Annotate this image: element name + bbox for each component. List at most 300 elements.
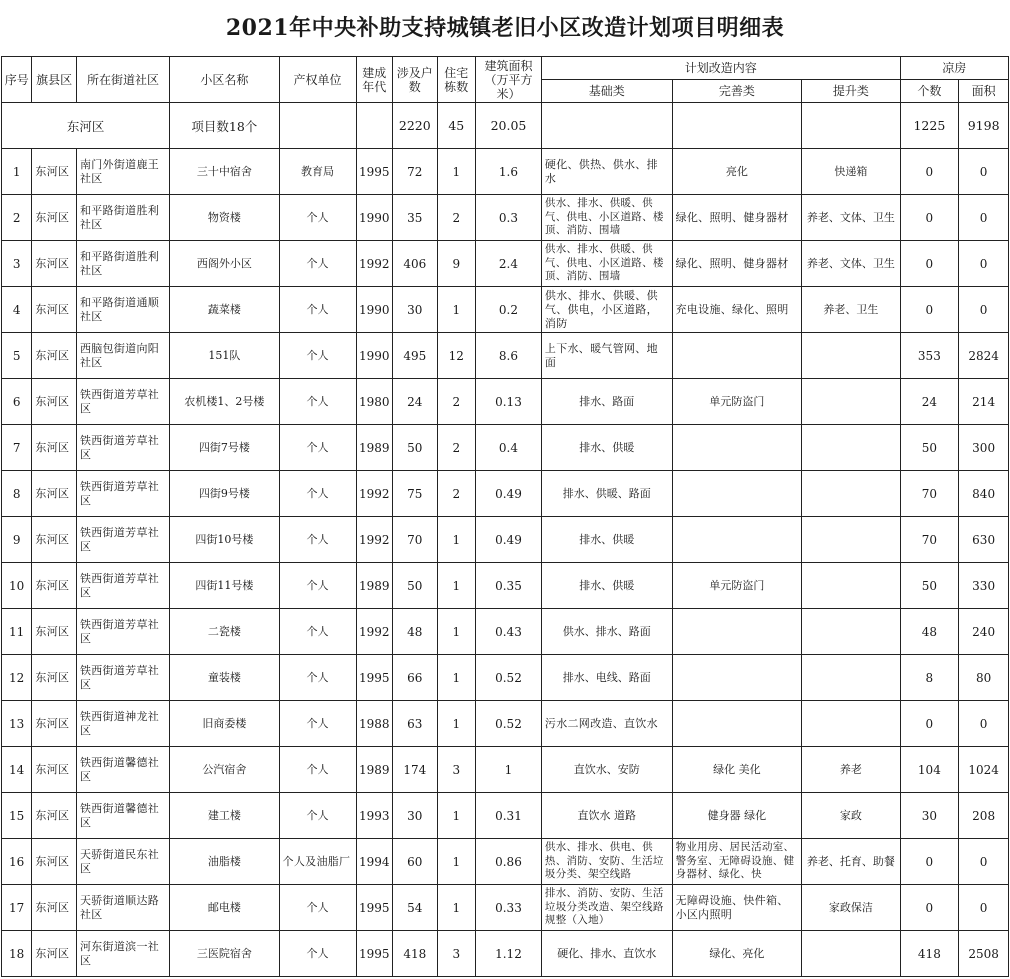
- cell-street: 铁西街道芳草社区: [76, 517, 169, 563]
- cell-owner: 个人: [279, 931, 356, 977]
- cell-buildings: 1: [437, 517, 475, 563]
- cell-year: 1990: [356, 287, 392, 333]
- cell-area: 0.35: [476, 563, 542, 609]
- cell-basic: 供水、排水、供暖、供气、供电、小区道路、楼顶、消防、围墙: [541, 241, 672, 287]
- cell-households: 50: [393, 563, 438, 609]
- cell-owner: 教育局: [279, 149, 356, 195]
- header-row-1: [2, 57, 1009, 80]
- cell-name: 邮电楼: [170, 885, 279, 931]
- cell-cool-count: 50: [900, 563, 959, 609]
- cell-area: 0.52: [476, 701, 542, 747]
- cell-street: 铁西街道馨德社区: [76, 793, 169, 839]
- summary-year-empty: [356, 103, 392, 149]
- project-table: [1, 56, 1009, 977]
- table-row: [2, 609, 1009, 655]
- cell-area: 0.4: [476, 425, 542, 471]
- cell-improve: 绿化、照明、健身器材: [672, 195, 802, 241]
- cell-county: 东河区: [32, 609, 77, 655]
- cell-owner: 个人: [279, 793, 356, 839]
- cell-seq: 5: [2, 333, 32, 379]
- cell-street: 和平路街道胜利社区: [76, 241, 169, 287]
- cell-basic: 排水、供暖: [541, 425, 672, 471]
- summary-improve-empty: [672, 103, 802, 149]
- cell-street: 天骄街道顺达路社区: [76, 885, 169, 931]
- cell-year: 1995: [356, 655, 392, 701]
- cell-buildings: 1: [437, 149, 475, 195]
- cell-improve: [672, 517, 802, 563]
- summary-row: [2, 103, 1009, 149]
- cell-buildings: 1: [437, 655, 475, 701]
- cell-owner: 个人: [279, 563, 356, 609]
- table-row: [2, 149, 1009, 195]
- table-row: [2, 931, 1009, 977]
- table-row: [2, 563, 1009, 609]
- cell-basic: 污水二网改造、直饮水: [541, 701, 672, 747]
- cell-cool-count: 70: [900, 517, 959, 563]
- cell-street: 和平路街道通顺社区: [76, 287, 169, 333]
- cell-improve: 绿化、照明、健身器材: [672, 241, 802, 287]
- cell-improve: 单元防盗门: [672, 563, 802, 609]
- cell-cool-count: 0: [900, 195, 959, 241]
- cell-households: 30: [393, 793, 438, 839]
- cell-street: 天骄街道民东社区: [76, 839, 169, 885]
- table-row: [2, 885, 1009, 931]
- cell-name: 公汽宿舍: [170, 747, 279, 793]
- cell-seq: 17: [2, 885, 32, 931]
- cell-street: 铁西街道神龙社区: [76, 701, 169, 747]
- cell-upgrade: 养老: [802, 747, 900, 793]
- cell-owner: 个人: [279, 425, 356, 471]
- header-basic: 基础类: [541, 80, 672, 103]
- cell-improve: 绿化、亮化: [672, 931, 802, 977]
- cell-area: 8.6: [476, 333, 542, 379]
- cell-upgrade: 养老、卫生: [802, 287, 900, 333]
- cell-improve: [672, 425, 802, 471]
- cell-households: 54: [393, 885, 438, 931]
- cell-improve: 单元防盗门: [672, 379, 802, 425]
- cell-county: 东河区: [32, 839, 77, 885]
- cell-area: 0.49: [476, 517, 542, 563]
- cell-year: 1980: [356, 379, 392, 425]
- cell-street: 铁西街道芳草社区: [76, 563, 169, 609]
- cell-cool-count: 8: [900, 655, 959, 701]
- cell-county: 东河区: [32, 195, 77, 241]
- header-seq: 序号: [2, 57, 32, 103]
- cell-households: 72: [393, 149, 438, 195]
- cell-name: 童装楼: [170, 655, 279, 701]
- table-row: [2, 793, 1009, 839]
- cell-street: 铁西街道芳草社区: [76, 655, 169, 701]
- cell-basic: 排水、消防、安防、生活垃圾分类改造、架空线路规整（入地）: [541, 885, 672, 931]
- summary-households: 2220: [393, 103, 438, 149]
- cell-upgrade: [802, 655, 900, 701]
- cell-seq: 7: [2, 425, 32, 471]
- cell-cool-area: 840: [959, 471, 1009, 517]
- cell-name: 物资楼: [170, 195, 279, 241]
- cell-year: 1994: [356, 839, 392, 885]
- cell-seq: 3: [2, 241, 32, 287]
- cell-upgrade: [802, 471, 900, 517]
- cell-cool-count: 0: [900, 839, 959, 885]
- cell-area: 2.4: [476, 241, 542, 287]
- cell-cool-area: 0: [959, 701, 1009, 747]
- cell-households: 63: [393, 701, 438, 747]
- cell-seq: 14: [2, 747, 32, 793]
- cell-county: 东河区: [32, 471, 77, 517]
- summary-area: 20.05: [476, 103, 542, 149]
- header-year: 建成年代: [356, 57, 392, 103]
- summary-owner-empty: [279, 103, 356, 149]
- cell-cool-count: 0: [900, 885, 959, 931]
- cell-cool-count: 48: [900, 609, 959, 655]
- summary-cool-count: 1225: [900, 103, 959, 149]
- cell-basic: 直饮水 道路: [541, 793, 672, 839]
- header-count: 个数: [900, 80, 959, 103]
- cell-upgrade: [802, 563, 900, 609]
- cell-cool-count: 50: [900, 425, 959, 471]
- table-row: [2, 471, 1009, 517]
- cell-buildings: 2: [437, 379, 475, 425]
- cell-buildings: 12: [437, 333, 475, 379]
- cell-name: 三十中宿舍: [170, 149, 279, 195]
- header-name: 小区名称: [170, 57, 279, 103]
- cell-seq: 1: [2, 149, 32, 195]
- cell-cool-area: 80: [959, 655, 1009, 701]
- cell-street: 河东街道滨一社区: [76, 931, 169, 977]
- cell-improve: [672, 701, 802, 747]
- cell-county: 东河区: [32, 241, 77, 287]
- cell-upgrade: 养老、托育、助餐: [802, 839, 900, 885]
- cell-cool-count: 104: [900, 747, 959, 793]
- cell-upgrade: [802, 701, 900, 747]
- header-buildings: 住宅栋数: [437, 57, 475, 103]
- cell-name: 四街9号楼: [170, 471, 279, 517]
- cell-buildings: 1: [437, 287, 475, 333]
- cell-improve: [672, 609, 802, 655]
- cell-seq: 4: [2, 287, 32, 333]
- header-owner: 产权单位: [279, 57, 356, 103]
- table-row: [2, 747, 1009, 793]
- cell-upgrade: [802, 379, 900, 425]
- cell-name: 三医院宿舍: [170, 931, 279, 977]
- header-improve: 完善类: [672, 80, 802, 103]
- cell-area: 0.31: [476, 793, 542, 839]
- cell-area: 0.86: [476, 839, 542, 885]
- table-row: [2, 425, 1009, 471]
- cell-seq: 11: [2, 609, 32, 655]
- cell-name: 151队: [170, 333, 279, 379]
- cell-upgrade: [802, 931, 900, 977]
- cell-owner: 个人: [279, 333, 356, 379]
- cell-area: 0.52: [476, 655, 542, 701]
- cell-improve: [672, 471, 802, 517]
- cell-cool-count: 418: [900, 931, 959, 977]
- cell-basic: 排水、路面: [541, 379, 672, 425]
- cell-seq: 8: [2, 471, 32, 517]
- cell-basic: 排水、供暖: [541, 563, 672, 609]
- cell-year: 1995: [356, 885, 392, 931]
- cell-year: 1993: [356, 793, 392, 839]
- cell-year: 1989: [356, 747, 392, 793]
- header-county: 旗县区: [32, 57, 77, 103]
- cell-year: 1989: [356, 425, 392, 471]
- cell-upgrade: 养老、文体、卫生: [802, 241, 900, 287]
- cell-seq: 12: [2, 655, 32, 701]
- summary-basic-empty: [541, 103, 672, 149]
- cell-improve: [672, 655, 802, 701]
- cell-cool-count: 70: [900, 471, 959, 517]
- cell-improve: 充电设施、绿化、照明: [672, 287, 802, 333]
- cell-owner: 个人: [279, 655, 356, 701]
- cell-seq: 6: [2, 379, 32, 425]
- cell-area: 0.2: [476, 287, 542, 333]
- cell-upgrade: [802, 609, 900, 655]
- cell-seq: 2: [2, 195, 32, 241]
- cell-households: 66: [393, 655, 438, 701]
- cell-upgrade: 快递箱: [802, 149, 900, 195]
- cell-upgrade: [802, 425, 900, 471]
- cell-upgrade: [802, 517, 900, 563]
- cell-name: 旧商委楼: [170, 701, 279, 747]
- cell-cool-count: 0: [900, 701, 959, 747]
- cell-street: 铁西街道馨德社区: [76, 747, 169, 793]
- cell-cool-area: 1024: [959, 747, 1009, 793]
- cell-households: 495: [393, 333, 438, 379]
- cell-owner: 个人: [279, 517, 356, 563]
- table-row: [2, 655, 1009, 701]
- cell-buildings: 3: [437, 747, 475, 793]
- cell-name: 四街10号楼: [170, 517, 279, 563]
- cell-improve: 物业用房、居民活动室、警务室、无障碍设施、健身器材、绿化、快: [672, 839, 802, 885]
- cell-households: 30: [393, 287, 438, 333]
- cell-owner: 个人: [279, 701, 356, 747]
- cell-year: 1992: [356, 241, 392, 287]
- cell-county: 东河区: [32, 517, 77, 563]
- cell-upgrade: 养老、文体、卫生: [802, 195, 900, 241]
- cell-seq: 15: [2, 793, 32, 839]
- cell-owner: 个人: [279, 287, 356, 333]
- cell-area: 0.13: [476, 379, 542, 425]
- cell-name: 四街7号楼: [170, 425, 279, 471]
- table-row: [2, 333, 1009, 379]
- cell-name: 建工楼: [170, 793, 279, 839]
- cell-cool-area: 0: [959, 885, 1009, 931]
- cell-seq: 10: [2, 563, 32, 609]
- cell-buildings: 1: [437, 885, 475, 931]
- cell-buildings: 2: [437, 471, 475, 517]
- header-households: 涉及户数: [393, 57, 438, 103]
- cell-buildings: 1: [437, 839, 475, 885]
- cell-buildings: 3: [437, 931, 475, 977]
- cell-county: 东河区: [32, 701, 77, 747]
- cell-street: 铁西街道芳草社区: [76, 471, 169, 517]
- cell-county: 东河区: [32, 655, 77, 701]
- cell-buildings: 1: [437, 609, 475, 655]
- cell-upgrade: [802, 333, 900, 379]
- table-row: [2, 839, 1009, 885]
- cell-county: 东河区: [32, 333, 77, 379]
- cell-county: 东河区: [32, 287, 77, 333]
- cell-county: 东河区: [32, 425, 77, 471]
- table-row: [2, 287, 1009, 333]
- cell-buildings: 1: [437, 563, 475, 609]
- cell-seq: 9: [2, 517, 32, 563]
- table-row: [2, 241, 1009, 287]
- header-cool-area: 面积: [959, 80, 1009, 103]
- header-street: 所在街道社区: [76, 57, 169, 103]
- cell-cool-area: 240: [959, 609, 1009, 655]
- cell-name: 蔬菜楼: [170, 287, 279, 333]
- header-plan: 计划改造内容: [541, 57, 900, 80]
- summary-projects: 项目数18个: [170, 103, 279, 149]
- page-title: 2021年中央补助支持城镇老旧小区改造计划项目明细表: [225, 15, 785, 41]
- cell-households: 50: [393, 425, 438, 471]
- cell-cool-area: 208: [959, 793, 1009, 839]
- cell-name: 油脂楼: [170, 839, 279, 885]
- cell-cool-area: 2508: [959, 931, 1009, 977]
- cell-households: 48: [393, 609, 438, 655]
- cell-county: 东河区: [32, 885, 77, 931]
- cell-year: 1990: [356, 195, 392, 241]
- cell-improve: 无障碍设施、快件箱、小区内照明: [672, 885, 802, 931]
- cell-cool-count: 353: [900, 333, 959, 379]
- cell-county: 东河区: [32, 563, 77, 609]
- cell-buildings: 2: [437, 425, 475, 471]
- cell-seq: 16: [2, 839, 32, 885]
- cell-year: 1995: [356, 931, 392, 977]
- cell-seq: 13: [2, 701, 32, 747]
- cell-households: 60: [393, 839, 438, 885]
- cell-name: 农机楼1、2号楼: [170, 379, 279, 425]
- cell-households: 418: [393, 931, 438, 977]
- cell-buildings: 1: [437, 701, 475, 747]
- cell-cool-area: 0: [959, 287, 1009, 333]
- cell-cool-count: 0: [900, 241, 959, 287]
- summary-district: 东河区: [2, 103, 170, 149]
- header-area: 建筑面积（万平方米）: [476, 57, 542, 103]
- cell-improve: 绿化 美化: [672, 747, 802, 793]
- cell-basic: 供水、排水、供暖、供气、供电、小区道路、楼顶、消防、围墙: [541, 195, 672, 241]
- cell-area: 0.33: [476, 885, 542, 931]
- table-row: [2, 379, 1009, 425]
- table-row: [2, 701, 1009, 747]
- cell-area: 0.49: [476, 471, 542, 517]
- cell-basic: 排水、供暖: [541, 517, 672, 563]
- table-row: [2, 517, 1009, 563]
- cell-county: 东河区: [32, 747, 77, 793]
- summary-buildings: 45: [437, 103, 475, 149]
- cell-households: 35: [393, 195, 438, 241]
- cell-cool-area: 0: [959, 195, 1009, 241]
- cell-owner: 个人: [279, 609, 356, 655]
- cell-area: 1: [476, 747, 542, 793]
- summary-cool-area: 9198: [959, 103, 1009, 149]
- cell-buildings: 1: [437, 793, 475, 839]
- cell-owner: 个人: [279, 379, 356, 425]
- cell-street: 南门外街道鹿王社区: [76, 149, 169, 195]
- cell-street: 铁西街道芳草社区: [76, 379, 169, 425]
- cell-households: 406: [393, 241, 438, 287]
- cell-county: 东河区: [32, 793, 77, 839]
- cell-street: 和平路街道胜利社区: [76, 195, 169, 241]
- cell-year: 1989: [356, 563, 392, 609]
- cell-owner: 个人: [279, 241, 356, 287]
- cell-basic: 排水、电线、路面: [541, 655, 672, 701]
- cell-cool-count: 24: [900, 379, 959, 425]
- cell-households: 174: [393, 747, 438, 793]
- header-upgrade: 提升类: [802, 80, 900, 103]
- cell-buildings: 9: [437, 241, 475, 287]
- cell-owner: 个人: [279, 885, 356, 931]
- cell-households: 24: [393, 379, 438, 425]
- cell-cool-area: 0: [959, 149, 1009, 195]
- cell-basic: 直饮水、安防: [541, 747, 672, 793]
- cell-basic: 硬化、供热、供水、排水: [541, 149, 672, 195]
- cell-year: 1992: [356, 517, 392, 563]
- cell-improve: [672, 333, 802, 379]
- table-row: [2, 195, 1009, 241]
- cell-households: 70: [393, 517, 438, 563]
- cell-year: 1988: [356, 701, 392, 747]
- cell-street: 铁西街道芳草社区: [76, 609, 169, 655]
- cell-county: 东河区: [32, 379, 77, 425]
- cell-owner: 个人及油脂厂: [279, 839, 356, 885]
- cell-cool-area: 330: [959, 563, 1009, 609]
- cell-cool-count: 0: [900, 149, 959, 195]
- cell-upgrade: 家政保洁: [802, 885, 900, 931]
- cell-street: 西脑包街道向阳社区: [76, 333, 169, 379]
- cell-area: 1.6: [476, 149, 542, 195]
- cell-basic: 供水、排水、供电、供热、消防、安防、生活垃圾分类、架空线路: [541, 839, 672, 885]
- cell-year: 1992: [356, 471, 392, 517]
- cell-county: 东河区: [32, 931, 77, 977]
- cell-improve: 健身器 绿化: [672, 793, 802, 839]
- cell-name: 西阁外小区: [170, 241, 279, 287]
- cell-county: 东河区: [32, 149, 77, 195]
- cell-cool-count: 0: [900, 287, 959, 333]
- cell-basic: 供水、排水、路面: [541, 609, 672, 655]
- cell-cool-area: 300: [959, 425, 1009, 471]
- cell-basic: 排水、供暖、路面: [541, 471, 672, 517]
- cell-year: 1995: [356, 149, 392, 195]
- cell-cool-area: 0: [959, 839, 1009, 885]
- cell-basic: 供水、排水、供暖、供气、供电，小区道路，消防: [541, 287, 672, 333]
- cell-year: 1990: [356, 333, 392, 379]
- cell-name: 四街11号楼: [170, 563, 279, 609]
- cell-name: 二瓷楼: [170, 609, 279, 655]
- cell-buildings: 2: [437, 195, 475, 241]
- cell-cool-area: 214: [959, 379, 1009, 425]
- cell-street: 铁西街道芳草社区: [76, 425, 169, 471]
- header-cool: 凉房: [900, 57, 1009, 80]
- cell-area: 0.3: [476, 195, 542, 241]
- cell-seq: 18: [2, 931, 32, 977]
- cell-year: 1992: [356, 609, 392, 655]
- cell-owner: 个人: [279, 195, 356, 241]
- cell-owner: 个人: [279, 747, 356, 793]
- cell-upgrade: 家政: [802, 793, 900, 839]
- cell-cool-area: 630: [959, 517, 1009, 563]
- summary-upgrade-empty: [802, 103, 900, 149]
- cell-cool-count: 30: [900, 793, 959, 839]
- cell-area: 0.43: [476, 609, 542, 655]
- cell-improve: 亮化: [672, 149, 802, 195]
- cell-cool-area: 0: [959, 241, 1009, 287]
- cell-area: 1.12: [476, 931, 542, 977]
- cell-cool-area: 2824: [959, 333, 1009, 379]
- cell-basic: 上下水、暖气管网、地面: [541, 333, 672, 379]
- cell-households: 75: [393, 471, 438, 517]
